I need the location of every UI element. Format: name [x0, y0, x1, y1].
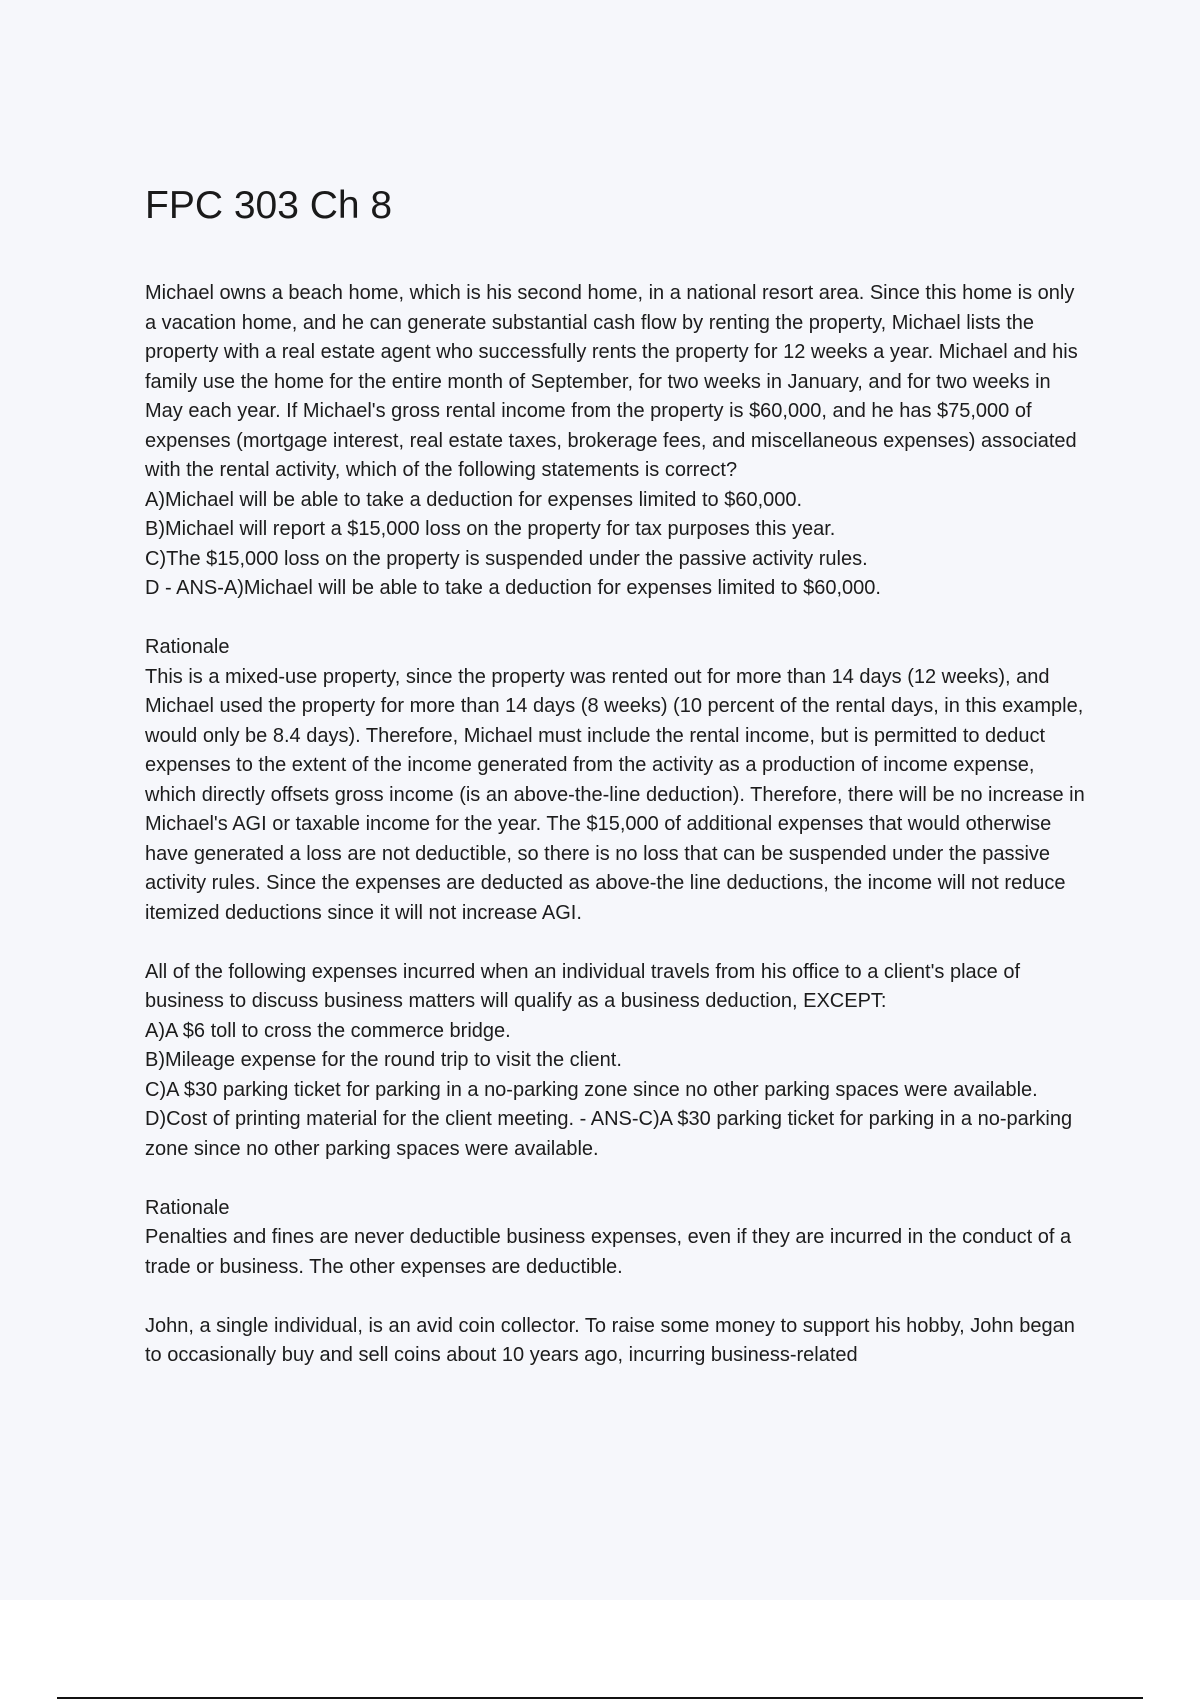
question-1-answer: D - ANS-A)Michael will be able to take a deduction for expenses limited to $60,000.: [145, 577, 881, 599]
question-1-option-c: C)The $15,000 loss on the property is suspended under the passive activity rules.: [145, 547, 868, 570]
question-2-option-a: A)A $6 toll to cross the commerce bridge.: [145, 1019, 511, 1042]
page-title: FPC 303 Ch 8: [145, 184, 393, 227]
question-2: [145, 958, 1085, 1165]
question-1-stem: Michael owns a beach home, which is his second home, in a national resort area. Since this home is only a vacation home, and he can generate substantial cash flow by renting the property, Michael lists the property with a real estate agent who successfully rents the property for 12 weeks a year. Michael and his family use the home for the entire month of September, for two weeks in January, and for two weeks in May each year. If Michael's gross rental income from the property is $60,000, and he has $75,000 of expenses (mortgage interest, real estate taxes, brokerage fees, and miscellaneous expenses) associated with the rental activity, which of the following statements is correct?: [145, 282, 1078, 481]
rationale-2-text: Penalties and fines are never deductible business expenses, even if they are incurred in the conduct of a trade or business. The other expenses are deductible.: [145, 1226, 1072, 1278]
rationale-2-heading: Rationale: [145, 1196, 230, 1219]
question-3: [145, 1312, 1085, 1371]
rationale-2: [145, 1194, 1085, 1283]
rationale-1-heading: Rationale: [145, 636, 230, 658]
question-2-answer: D)Cost of printing material for the client meeting. - ANS-C)A $30 parking ticket for parking in a no-parking zone since no other parking spaces were available.: [145, 1108, 1073, 1160]
rationale-1: [145, 633, 1085, 928]
question-2-option-c: C)A $30 parking ticket for parking in a no-parking zone since no other parking spaces were available.: [145, 1078, 1038, 1101]
document-content: [145, 183, 1085, 1400]
footer-divider: [57, 1697, 1143, 1699]
question-2-stem: All of the following expenses incurred when an individual travels from his office to a client's place of business to discuss business matters will qualify as a business deduction, EXCEPT:: [145, 960, 1021, 1012]
rationale-1-text: This is a mixed-use property, since the property was rented out for more than 14 days (12 weeks), and Michael used the property for more than 14 days (8 weeks) (10 percent of the rental days, in this example, would only be 8.4 days). Therefore, Michael must include the rental income, but is permitted to deduct expenses to the extent of the income generated from the activity as a production of income expense, which directly offsets gross income (is an above-the-line deduction). Therefore, there will be no increase in Michael's AGI or taxable income for the year. The $15,000 of additional expenses that would otherwise have generated a loss are not deductible, so there is no loss that can be suspended under the passive activity rules. Since the expenses are deducted as above-the line deductions, the income will not reduce itemized deductions since it will not increase AGI.: [145, 665, 1085, 924]
question-3-stem: John, a single individual, is an avid coin collector. To raise some money to support his hobby, John began to occasionally buy and sell coins about 10 years ago, incurring business-related: [145, 1314, 1075, 1366]
question-1-option-a: A)Michael will be able to take a deduction for expenses limited to $60,000.: [145, 488, 803, 511]
question-1: [145, 279, 1085, 604]
question-1-option-b: B)Michael will report a $15,000 loss on the property for tax purposes this year.: [145, 518, 836, 540]
question-2-option-b: B)Mileage expense for the round trip to visit the client.: [145, 1049, 622, 1071]
